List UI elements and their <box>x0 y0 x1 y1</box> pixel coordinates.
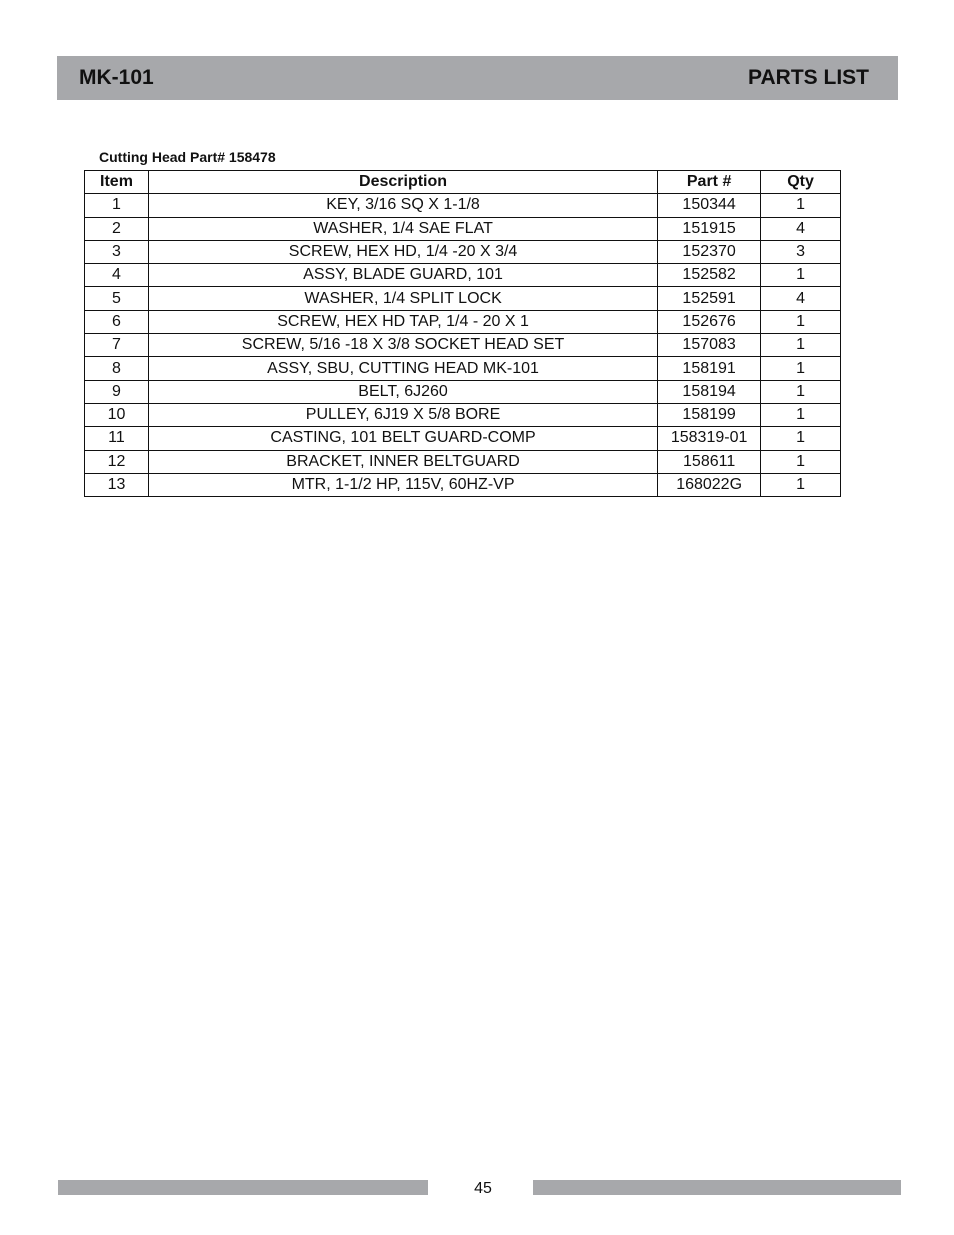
table-row <box>85 194 841 217</box>
cell-description: SCREW, HEX HD TAP, 1/4 - 20 X 1 <box>148 310 657 333</box>
cell-item: 2 <box>85 217 149 240</box>
page-number: 45 <box>474 1180 492 1197</box>
cell-item: 12 <box>85 450 149 473</box>
header-bar <box>57 56 898 100</box>
cell-qty: 1 <box>761 334 841 357</box>
cell-item: 11 <box>85 427 149 450</box>
cell-part-number: 151915 <box>658 217 761 240</box>
cell-description: MTR, 1-1/2 HP, 115V, 60HZ-VP <box>148 473 657 496</box>
column-header-qty: Qty <box>761 171 841 194</box>
cell-qty: 1 <box>761 194 841 217</box>
table-header-row <box>85 171 841 194</box>
cell-part-number: 158194 <box>658 380 761 403</box>
cell-item: 10 <box>85 403 149 426</box>
cell-qty: 1 <box>761 427 841 450</box>
cell-qty: 4 <box>761 217 841 240</box>
cell-part-number: 158319-01 <box>658 427 761 450</box>
section-title: PARTS LIST <box>748 66 869 89</box>
cell-description: SCREW, HEX HD, 1/4 -20 X 3/4 <box>148 240 657 263</box>
cell-item: 1 <box>85 194 149 217</box>
cell-item: 13 <box>85 473 149 496</box>
cell-part-number: 152676 <box>658 310 761 333</box>
table-row <box>85 264 841 287</box>
cell-qty: 1 <box>761 380 841 403</box>
column-header-item: Item <box>85 171 149 194</box>
footer-bar-left <box>58 1180 428 1195</box>
table-row <box>85 427 841 450</box>
cell-description: WASHER, 1/4 SAE FLAT <box>148 217 657 240</box>
cell-item: 5 <box>85 287 149 310</box>
cell-qty: 1 <box>761 310 841 333</box>
cell-part-number: 152582 <box>658 264 761 287</box>
cell-description: WASHER, 1/4 SPLIT LOCK <box>148 287 657 310</box>
cell-part-number: 152370 <box>658 240 761 263</box>
cell-part-number: 152591 <box>658 287 761 310</box>
cell-qty: 1 <box>761 403 841 426</box>
cell-item: 7 <box>85 334 149 357</box>
cell-qty: 1 <box>761 450 841 473</box>
model-name: MK-101 <box>79 66 154 89</box>
table-row <box>85 334 841 357</box>
cell-part-number: 158191 <box>658 357 761 380</box>
cell-description: ASSY, BLADE GUARD, 101 <box>148 264 657 287</box>
cell-qty: 1 <box>761 357 841 380</box>
cell-item: 8 <box>85 357 149 380</box>
cell-qty: 1 <box>761 264 841 287</box>
table-row <box>85 450 841 473</box>
cell-item: 3 <box>85 240 149 263</box>
cell-description: CASTING, 101 BELT GUARD-COMP <box>148 427 657 450</box>
cell-part-number: 158611 <box>658 450 761 473</box>
cell-description: ASSY, SBU, CUTTING HEAD MK-101 <box>148 357 657 380</box>
cell-qty: 4 <box>761 287 841 310</box>
cell-part-number: 168022G <box>658 473 761 496</box>
table-row <box>85 310 841 333</box>
cell-part-number: 158199 <box>658 403 761 426</box>
table-row <box>85 403 841 426</box>
table-row <box>85 473 841 496</box>
cell-description: BELT, 6J260 <box>148 380 657 403</box>
cell-description: KEY, 3/16 SQ X 1-1/8 <box>148 194 657 217</box>
table-caption: Cutting Head Part# 158478 <box>99 149 276 165</box>
cell-qty: 1 <box>761 473 841 496</box>
table-row <box>85 380 841 403</box>
cell-item: 9 <box>85 380 149 403</box>
column-header-part-number: Part # <box>658 171 761 194</box>
table-row <box>85 217 841 240</box>
footer-bar-right <box>533 1180 901 1195</box>
cell-description: PULLEY, 6J19 X 5/8 BORE <box>148 403 657 426</box>
cell-part-number: 150344 <box>658 194 761 217</box>
table-row <box>85 240 841 263</box>
table-row <box>85 287 841 310</box>
cell-description: BRACKET, INNER BELTGUARD <box>148 450 657 473</box>
parts-table <box>84 170 841 497</box>
cell-part-number: 157083 <box>658 334 761 357</box>
parts-table-body <box>85 194 841 497</box>
cell-qty: 3 <box>761 240 841 263</box>
column-header-description: Description <box>148 171 657 194</box>
cell-description: SCREW, 5/16 -18 X 3/8 SOCKET HEAD SET <box>148 334 657 357</box>
cell-item: 6 <box>85 310 149 333</box>
table-row <box>85 357 841 380</box>
cell-item: 4 <box>85 264 149 287</box>
